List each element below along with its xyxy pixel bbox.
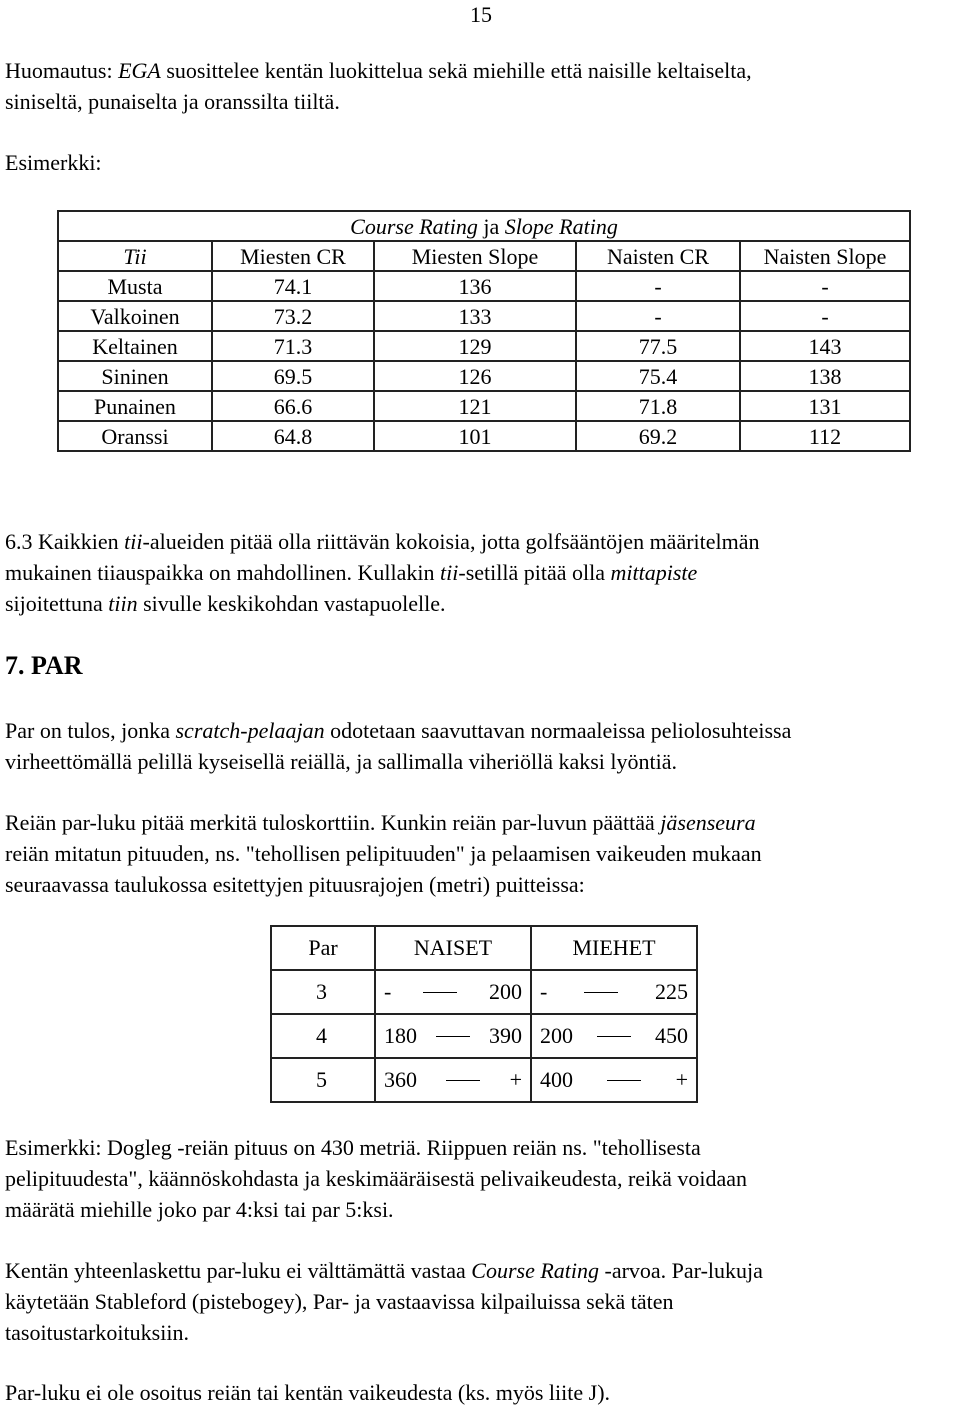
header-men: MIEHET xyxy=(531,926,697,970)
range-dash xyxy=(584,992,618,993)
table-cell: 138 xyxy=(740,361,910,391)
title-slope-rating: Slope Rating xyxy=(504,213,618,239)
note-paragraph xyxy=(5,56,957,118)
header-par: Par xyxy=(271,926,375,970)
table-cell: 77.5 xyxy=(576,331,740,361)
header-women-slope: Naisten Slope xyxy=(740,241,910,271)
table-cell: 64.8 xyxy=(212,421,374,451)
table-cell: 101 xyxy=(374,421,576,451)
table-cell: 136 xyxy=(374,271,576,301)
table-row xyxy=(271,970,697,1014)
table-cell: 73.2 xyxy=(212,301,374,331)
table-cell: 112 xyxy=(740,421,910,451)
par-value: 4 xyxy=(271,1014,375,1058)
men-range: 200 450 xyxy=(531,1014,697,1058)
note-emphasis: EGA xyxy=(118,58,161,83)
tee-name: Sininen xyxy=(58,361,212,391)
table-title xyxy=(58,211,910,241)
note-text: Huomautus: xyxy=(5,58,119,83)
table-cell: - xyxy=(740,301,910,331)
par-value: 5 xyxy=(271,1058,375,1102)
table-header-row xyxy=(271,926,697,970)
course-rating-table xyxy=(57,210,911,452)
table-cell: 126 xyxy=(374,361,576,391)
table-header-row xyxy=(58,241,910,271)
table-row xyxy=(271,1014,697,1058)
men-range: 400 + xyxy=(531,1058,697,1102)
table-cell: - xyxy=(576,301,740,331)
table-row xyxy=(58,361,910,391)
note-text: siniseltä, punaiselta ja oranssilta tiiltä. xyxy=(5,89,340,114)
header-tee: Tii xyxy=(58,241,212,271)
table-row xyxy=(271,1058,697,1102)
total-par-paragraph: Kentän yhteenlaskettu par-luku ei välttämättä vastaa Course Rating -arvoa. Par-lukuja käytetään Stableford (pistebogey), Par- ja vastaavissa kilpailuissa sekä täten tasoitustarkoituksiin. xyxy=(5,1258,763,1345)
table-cell: 69.2 xyxy=(576,421,740,451)
range-dash xyxy=(423,992,457,993)
tee-name: Keltainen xyxy=(58,331,212,361)
table-cell: 71.8 xyxy=(576,391,740,421)
section-6-3-paragraph: 6.3 Kaikkien tii-alueiden pitää olla riittävän kokoisia, jotta golfsääntöjen määritelmän mukainen tiiauspaikka on mahdollinen. Kullakin tii-setillä pitää olla mittapiste sijoitettuna tiin sivulle keskikohdan vastapuolelle. xyxy=(5,529,760,616)
par-definition-paragraph: Par on tulos, jonka scratch-pelaajan odotetaan saavuttavan normaaleissa peliolosuhteissa virheettömällä pelillä kyseisellä reiällä, ja sallimalla viheriöllä kaksi lyöntiä. xyxy=(5,718,792,774)
note-text: suosittelee kentän luokittelua sekä miehille että naisille keltaiselta, xyxy=(160,58,752,83)
table-cell: 71.3 xyxy=(212,331,374,361)
tee-name: Punainen xyxy=(58,391,212,421)
par-assignment-paragraph: Reiän par-luku pitää merkitä tuloskorttiin. Kunkin reiän par-luvun päättää jäsenseura reiän mitatun pituuden, ns. "tehollisen pelipituuden" ja pelaamisen vaikeuden mukaan seuraavassa taulukossa esitettyjen pituusrajojen (metri) puitteissa: xyxy=(5,810,762,897)
header-men-slope: Miesten Slope xyxy=(374,241,576,271)
table-row xyxy=(58,271,910,301)
title-course-rating: Course Rating xyxy=(350,213,478,239)
table-cell: 143 xyxy=(740,331,910,361)
table-cell: 131 xyxy=(740,391,910,421)
table-cell: 129 xyxy=(374,331,576,361)
final-note: Par-luku ei ole osoitus reiän tai kentän vaikeudesta (ks. myös liite J). xyxy=(5,1380,611,1405)
table-cell: 75.4 xyxy=(576,361,740,391)
table-row xyxy=(58,391,910,421)
table-cell: 66.6 xyxy=(212,391,374,421)
women-range: - 200 xyxy=(375,970,531,1014)
title-conjunction: ja xyxy=(477,213,505,239)
range-dash xyxy=(446,1080,480,1081)
women-range: 180 390 xyxy=(375,1014,531,1058)
range-dash xyxy=(597,1036,631,1037)
table-cell: 69.5 xyxy=(212,361,374,391)
table-cell: - xyxy=(576,271,740,301)
range-dash xyxy=(436,1036,470,1037)
section-heading-par: 7. PAR xyxy=(5,651,83,680)
table-cell: 133 xyxy=(374,301,576,331)
men-range: - 225 xyxy=(531,970,697,1014)
page-number: 15 xyxy=(470,2,492,27)
table-title-row xyxy=(58,211,910,241)
table-row xyxy=(58,301,910,331)
header-women-cr: Naisten CR xyxy=(576,241,740,271)
tee-name: Oranssi xyxy=(58,421,212,451)
tee-name: Musta xyxy=(58,271,212,301)
table-row xyxy=(58,421,910,451)
range-dash xyxy=(607,1080,641,1081)
example-label: Esimerkki: xyxy=(5,150,102,175)
table-cell: 121 xyxy=(374,391,576,421)
dogleg-example-paragraph: Esimerkki: Dogleg -reiän pituus on 430 metriä. Riippuen reiän ns. "tehollisesta pelipituudesta", käännöskohdasta ja keskimääräisestä pelivaikeudesta, reikä voidaan määrätä miehille joko par 4:ksi tai par 5:ksi. xyxy=(5,1135,748,1222)
women-range: 360 + xyxy=(375,1058,531,1102)
table-cell: 74.1 xyxy=(212,271,374,301)
table-row xyxy=(58,331,910,361)
par-value: 3 xyxy=(271,970,375,1014)
header-women: NAISET xyxy=(375,926,531,970)
tee-name: Valkoinen xyxy=(58,301,212,331)
table-cell: - xyxy=(740,271,910,301)
header-men-cr: Miesten CR xyxy=(212,241,374,271)
par-length-table xyxy=(270,925,698,1103)
